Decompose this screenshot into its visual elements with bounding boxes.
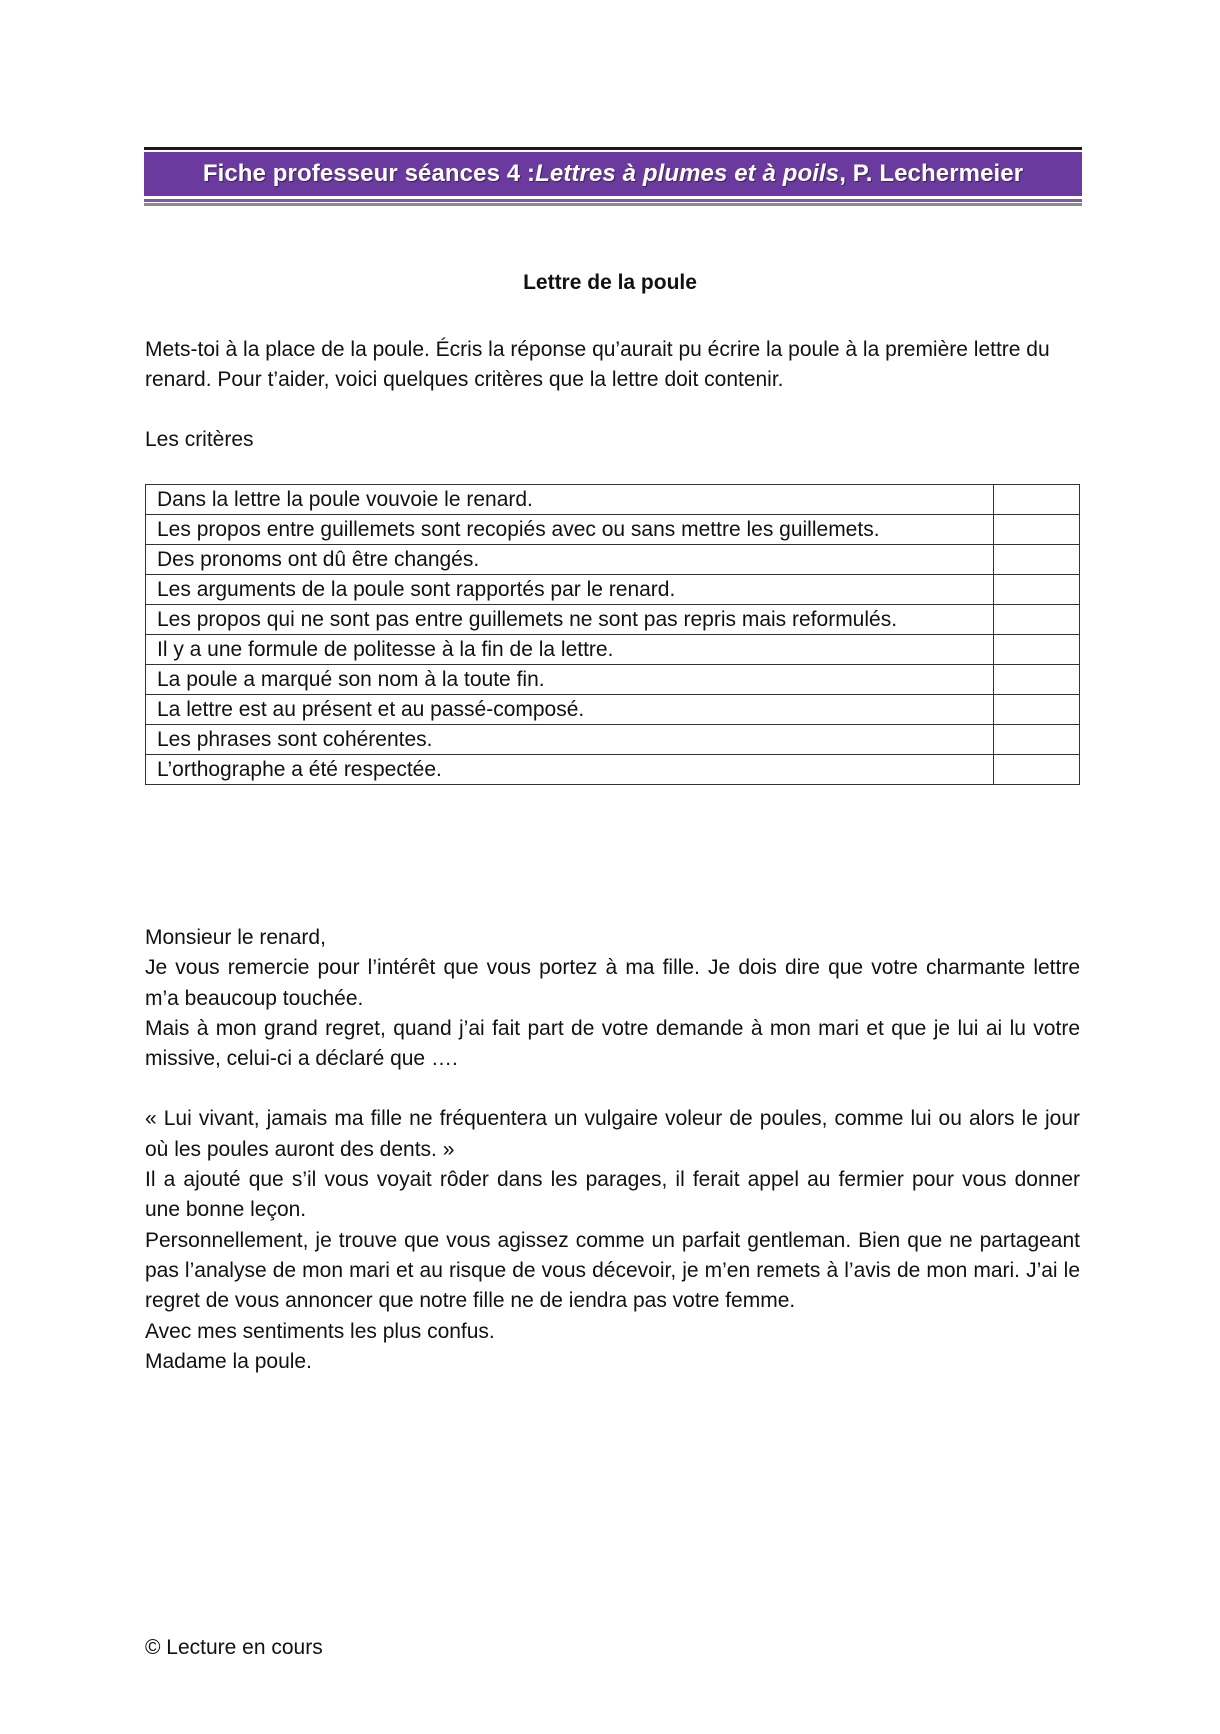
letter-paragraph: Il a ajouté que s’il vous voyait rôder dans les parages, il ferait appel au fermier pour vous donner une bonne leçon. bbox=[145, 1168, 1080, 1222]
page-title: Lettre de la poule bbox=[523, 271, 697, 294]
table-row bbox=[146, 635, 1080, 665]
letter-quote: « Lui vivant, jamais ma fille ne fréquentera un vulgaire voleur de poules, comme lui ou alors le jour où les poules auront des dents. » bbox=[145, 1107, 1080, 1161]
criterion-checkbox-cell[interactable] bbox=[994, 665, 1080, 695]
criterion-checkbox-cell[interactable] bbox=[994, 545, 1080, 575]
letter-signature: Madame la poule. bbox=[145, 1349, 312, 1373]
table-row bbox=[146, 725, 1080, 755]
letter-body bbox=[145, 923, 1080, 1377]
header-banner bbox=[144, 147, 1082, 206]
criterion-text: Les arguments de la poule sont rapportés par le renard. bbox=[146, 575, 994, 605]
table-row bbox=[146, 605, 1080, 635]
instructions-paragraph: Mets-toi à la place de la poule. Écris la réponse qu’aurait pu écrire la poule à la première lettre du renard. Pour t’aider, voici quelques critères que la lettre doit contenir. bbox=[145, 338, 1050, 391]
letter-paragraph: Je vous remercie pour l’intérêt que vous portez à ma fille. Je dois dire que votre charmante lettre m’a beaucoup touchée. bbox=[145, 956, 1080, 1010]
banner-author: , P. Lechermeier bbox=[839, 160, 1024, 187]
letter-salutation: Monsieur le renard, bbox=[145, 926, 326, 949]
criterion-text: La poule a marqué son nom à la toute fin. bbox=[146, 665, 994, 695]
criterion-checkbox-cell[interactable] bbox=[994, 515, 1080, 545]
banner-top-rule bbox=[144, 147, 1082, 150]
criterion-text: Dans la lettre la poule vouvoie le renard. bbox=[146, 485, 994, 515]
letter-closing: Avec mes sentiments les plus confus. bbox=[145, 1319, 495, 1343]
letter-paragraph: Personnellement, je trouve que vous agissez comme un parfait gentleman. Bien que ne partageant pas l’analyse de mon mari et au risque de vous décevoir, je m’en remets à l’avis de mon mari. J’ai le regret de vous annoncer que notre fille ne de iendra pas votre femme. bbox=[145, 1228, 1080, 1313]
criterion-checkbox-cell[interactable] bbox=[994, 695, 1080, 725]
footer-copyright: © Lecture en cours bbox=[145, 1636, 323, 1659]
criteria-table bbox=[145, 484, 1080, 785]
banner-prefix: Fiche professeur séances 4 : bbox=[202, 160, 536, 187]
criterion-checkbox-cell[interactable] bbox=[994, 575, 1080, 605]
criterion-text: Les propos entre guillemets sont recopiés avec ou sans mettre les guillemets. bbox=[146, 515, 994, 545]
criterion-text: La lettre est au présent et au passé-composé. bbox=[146, 695, 994, 725]
table-row bbox=[146, 695, 1080, 725]
table-row bbox=[146, 515, 1080, 545]
criterion-text: Il y a une formule de politesse à la fin de la lettre. bbox=[146, 635, 994, 665]
banner-shadow-rule bbox=[144, 203, 1082, 206]
letter-spacer bbox=[145, 1074, 1080, 1104]
banner-title bbox=[144, 152, 1082, 196]
table-row bbox=[146, 545, 1080, 575]
criterion-checkbox-cell[interactable] bbox=[994, 635, 1080, 665]
criterion-checkbox-cell[interactable] bbox=[994, 725, 1080, 755]
criterion-checkbox-cell[interactable] bbox=[994, 605, 1080, 635]
table-row bbox=[146, 755, 1080, 785]
criterion-text: L’orthographe a été respectée. bbox=[146, 755, 994, 785]
banner-book-title: Lettres à plumes et à poils bbox=[535, 160, 840, 187]
criterion-text: Les propos qui ne sont pas entre guillemets ne sont pas repris mais reformulés. bbox=[146, 605, 994, 635]
table-row bbox=[146, 665, 1080, 695]
banner-bottom-rule bbox=[144, 199, 1082, 202]
criterion-checkbox-cell[interactable] bbox=[994, 755, 1080, 785]
table-row bbox=[146, 485, 1080, 515]
table-row bbox=[146, 575, 1080, 605]
criteria-heading: Les critères bbox=[145, 428, 254, 451]
criterion-text: Des pronoms ont dû être changés. bbox=[146, 545, 994, 575]
letter-paragraph: Mais à mon grand regret, quand j’ai fait part de votre demande à mon mari et que je lui ai lu votre missive, celui-ci a déclaré que …. bbox=[145, 1016, 1080, 1071]
criterion-text: Les phrases sont cohérentes. bbox=[146, 725, 994, 755]
criterion-checkbox-cell[interactable] bbox=[994, 485, 1080, 515]
